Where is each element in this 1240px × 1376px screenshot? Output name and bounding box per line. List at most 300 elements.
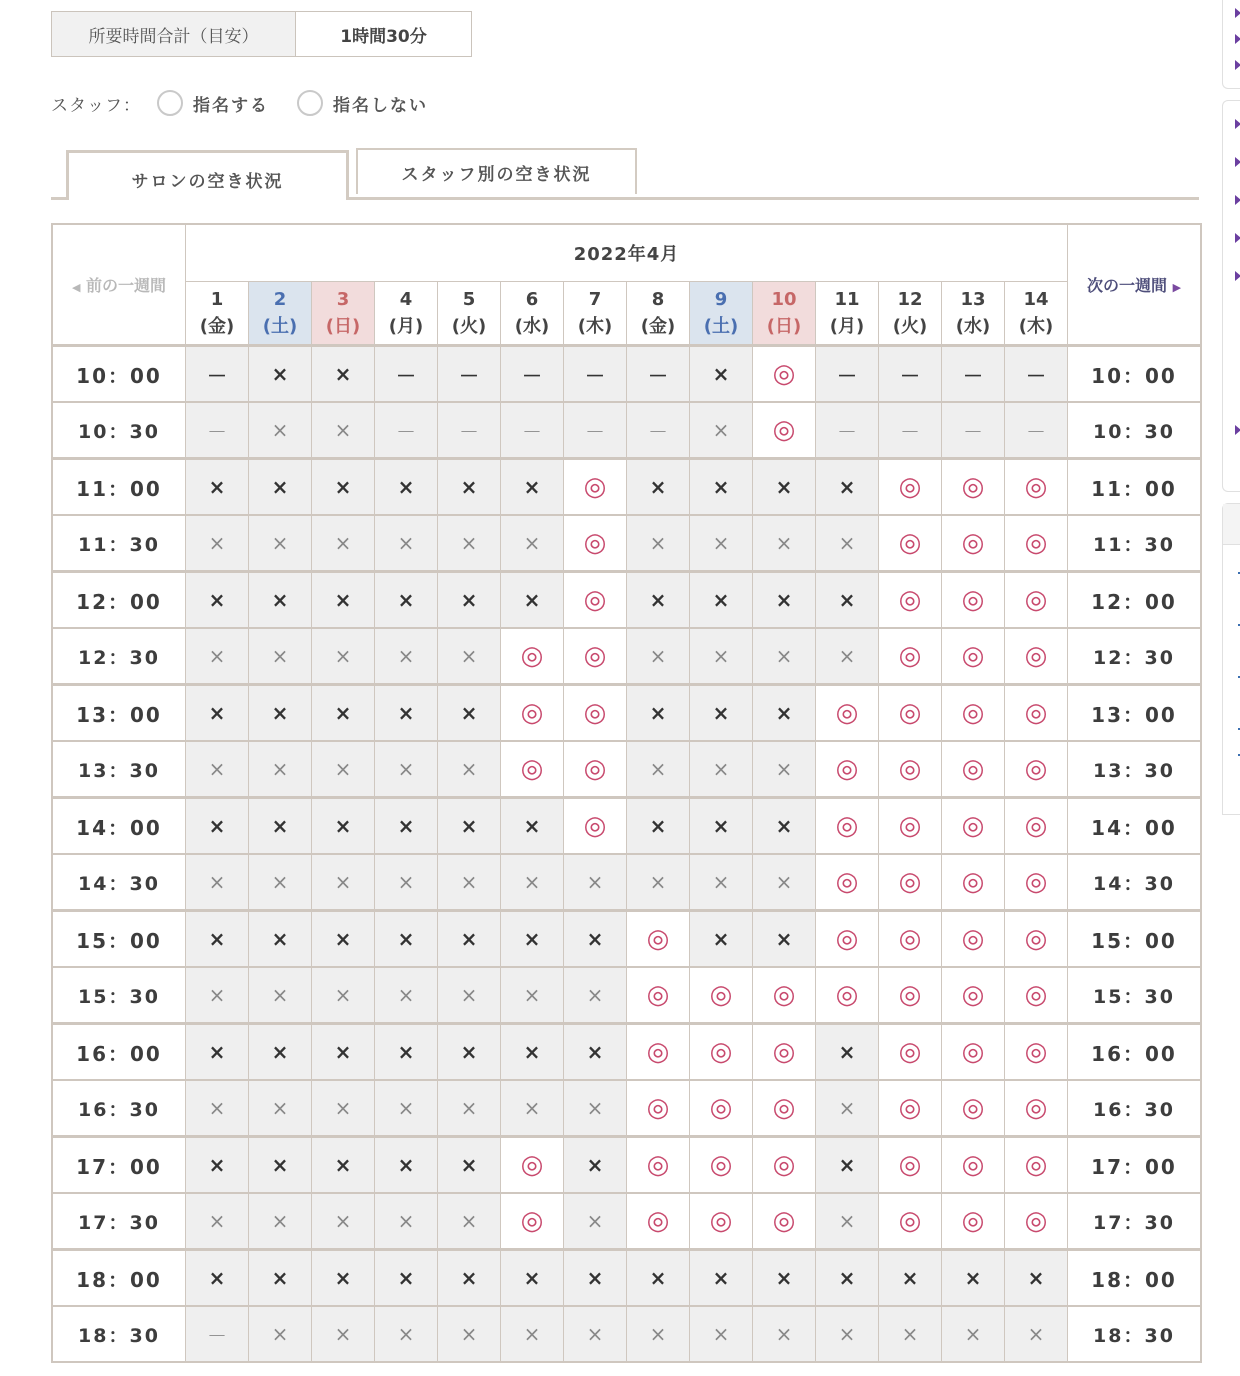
slot-full xyxy=(816,515,879,572)
slot-available[interactable] xyxy=(753,1193,816,1250)
double-circle-icon: ◎ xyxy=(961,924,985,954)
time-label-left: 17：00 xyxy=(52,1137,186,1194)
double-circle-icon: ◎ xyxy=(898,1093,922,1123)
cross-icon: × xyxy=(460,531,478,555)
slot-available[interactable] xyxy=(1005,1080,1068,1137)
cross-icon: × xyxy=(712,814,730,838)
slot-full xyxy=(501,854,564,911)
time-label-right: 14：30 xyxy=(1068,854,1202,911)
day-number: 9 xyxy=(714,289,728,310)
slot-full xyxy=(249,854,312,911)
day-header-4 xyxy=(375,282,438,346)
slot-full xyxy=(564,1137,627,1194)
slot-available[interactable] xyxy=(942,685,1005,742)
cross-icon: × xyxy=(586,1096,604,1120)
cross-icon: × xyxy=(523,1040,541,1064)
slot-available[interactable] xyxy=(816,854,879,911)
slot-available[interactable] xyxy=(1005,628,1068,685)
arrow-right-icon xyxy=(1235,60,1240,70)
prev-week-link[interactable] xyxy=(52,224,186,346)
slot-available[interactable] xyxy=(1005,911,1068,968)
day-number: 7 xyxy=(588,289,602,310)
dash-icon: － xyxy=(459,419,479,444)
slot-available[interactable] xyxy=(816,798,879,855)
cross-icon: × xyxy=(460,644,478,668)
slot-available[interactable] xyxy=(879,459,942,516)
slot-available[interactable] xyxy=(942,741,1005,798)
time-label-right: 13：30 xyxy=(1068,741,1202,798)
sidebar-panel-fragment xyxy=(1222,503,1240,815)
slot-available[interactable] xyxy=(627,1024,690,1081)
time-label-right: 16：00 xyxy=(1068,1024,1202,1081)
cross-icon: × xyxy=(838,644,856,668)
arrow-right-icon xyxy=(1235,425,1240,435)
slot-available[interactable] xyxy=(627,1080,690,1137)
slot-full xyxy=(753,911,816,968)
slot-closed xyxy=(186,346,249,403)
slot-full xyxy=(753,741,816,798)
slot-full xyxy=(690,854,753,911)
time-label-right: 17：00 xyxy=(1068,1137,1202,1194)
cross-icon: × xyxy=(523,588,541,612)
slot-available[interactable] xyxy=(564,628,627,685)
dash-icon: － xyxy=(207,1323,227,1348)
day-header-14 xyxy=(1005,282,1068,346)
cross-icon: × xyxy=(397,644,415,668)
slot-available[interactable] xyxy=(753,1024,816,1081)
radio-circle-icon[interactable] xyxy=(297,90,323,116)
sidebar-panel-fragment xyxy=(1222,100,1240,492)
cross-icon: × xyxy=(334,701,352,725)
cross-icon: × xyxy=(271,1096,289,1120)
double-circle-icon: ◎ xyxy=(961,1093,985,1123)
slot-closed xyxy=(501,346,564,403)
cross-icon: × xyxy=(460,1153,478,1177)
cross-icon: × xyxy=(208,1096,226,1120)
slot-full xyxy=(501,1080,564,1137)
cross-icon: × xyxy=(523,1322,541,1346)
slot-available[interactable] xyxy=(627,911,690,968)
double-circle-icon: ◎ xyxy=(961,754,985,784)
slot-available[interactable] xyxy=(816,741,879,798)
slot-full xyxy=(375,1193,438,1250)
slot-available[interactable] xyxy=(564,515,627,572)
slot-available[interactable] xyxy=(1005,572,1068,629)
slot-available[interactable] xyxy=(690,1137,753,1194)
slot-full xyxy=(627,628,690,685)
cross-icon: × xyxy=(271,814,289,838)
time-label-right: 12：30 xyxy=(1068,628,1202,685)
dash-icon: － xyxy=(585,419,605,444)
time-row xyxy=(52,1137,1201,1194)
cross-icon: × xyxy=(712,701,730,725)
slot-full xyxy=(375,685,438,742)
cross-icon: × xyxy=(397,1153,415,1177)
slot-available[interactable] xyxy=(816,911,879,968)
time-label-left: 18：30 xyxy=(52,1306,186,1362)
slot-available[interactable] xyxy=(627,1137,690,1194)
cross-icon: × xyxy=(397,1096,415,1120)
slot-available[interactable] xyxy=(879,572,942,629)
cross-icon: × xyxy=(208,1040,226,1064)
time-label-left: 12：00 xyxy=(52,572,186,629)
slot-available[interactable] xyxy=(942,459,1005,516)
slot-available[interactable] xyxy=(942,1193,1005,1250)
slot-available[interactable] xyxy=(942,628,1005,685)
slot-full xyxy=(438,741,501,798)
cross-icon: × xyxy=(460,870,478,894)
double-circle-icon: ◎ xyxy=(583,641,607,671)
cross-icon: × xyxy=(712,644,730,668)
slot-available[interactable] xyxy=(501,741,564,798)
double-circle-icon: ◎ xyxy=(583,472,607,502)
slot-available[interactable] xyxy=(1005,459,1068,516)
time-label-right: 15：00 xyxy=(1068,911,1202,968)
cross-icon: × xyxy=(334,475,352,499)
double-circle-icon: ◎ xyxy=(1024,1206,1048,1236)
slot-full xyxy=(690,346,753,403)
staff-no-nominate-label: 指名しない xyxy=(333,95,428,116)
cross-icon: × xyxy=(208,531,226,555)
tab-staff-availability[interactable]: スタッフ別の空き状況 xyxy=(356,148,637,194)
cross-icon: × xyxy=(397,870,415,894)
slot-full xyxy=(312,854,375,911)
slot-available[interactable] xyxy=(942,515,1005,572)
prev-week-label: 前の一週間 xyxy=(86,276,167,295)
cross-icon: × xyxy=(775,644,793,668)
double-circle-icon: ◎ xyxy=(961,867,985,897)
day-weekday: (木) xyxy=(1018,316,1054,337)
slot-full xyxy=(816,1137,879,1194)
cross-icon: × xyxy=(523,1096,541,1120)
slot-available[interactable] xyxy=(690,967,753,1024)
slot-closed xyxy=(816,402,879,459)
slot-full xyxy=(690,572,753,629)
slot-available[interactable] xyxy=(564,685,627,742)
slot-full xyxy=(501,459,564,516)
slot-available[interactable] xyxy=(1005,854,1068,911)
cross-icon: × xyxy=(208,588,226,612)
slot-full xyxy=(501,911,564,968)
arrow-right-icon xyxy=(1235,34,1240,44)
slot-full xyxy=(375,572,438,629)
slot-closed xyxy=(1005,402,1068,459)
slot-full xyxy=(186,1250,249,1307)
double-circle-icon: ◎ xyxy=(772,980,796,1010)
double-circle-icon: ◎ xyxy=(898,641,922,671)
day-header-2 xyxy=(249,282,312,346)
slot-available[interactable] xyxy=(627,967,690,1024)
double-circle-icon: ◎ xyxy=(898,698,922,728)
dash-icon: － xyxy=(1026,363,1046,388)
slot-available[interactable] xyxy=(753,402,816,459)
radio-circle-icon[interactable] xyxy=(157,90,183,116)
slot-full xyxy=(312,1193,375,1250)
slot-full xyxy=(753,1250,816,1307)
slot-full xyxy=(501,572,564,629)
double-circle-icon: ◎ xyxy=(1024,472,1048,502)
double-circle-icon: ◎ xyxy=(898,811,922,841)
slot-full xyxy=(564,1193,627,1250)
cross-icon: × xyxy=(397,1266,415,1290)
cross-icon: × xyxy=(397,588,415,612)
slot-available[interactable] xyxy=(879,911,942,968)
cross-icon: × xyxy=(523,531,541,555)
day-weekday: (水) xyxy=(514,316,550,337)
double-circle-icon: ◎ xyxy=(1024,585,1048,615)
slot-available[interactable] xyxy=(879,685,942,742)
slot-full xyxy=(753,515,816,572)
slot-available[interactable] xyxy=(942,572,1005,629)
cross-icon: × xyxy=(334,757,352,781)
cross-icon: × xyxy=(586,1209,604,1233)
slot-available[interactable] xyxy=(501,685,564,742)
cross-icon: × xyxy=(838,531,856,555)
slot-full xyxy=(438,1250,501,1307)
slot-available[interactable] xyxy=(942,911,1005,968)
cross-icon: × xyxy=(397,983,415,1007)
slot-available[interactable] xyxy=(942,854,1005,911)
slot-available[interactable] xyxy=(690,1024,753,1081)
slot-full xyxy=(312,741,375,798)
slot-full xyxy=(501,1250,564,1307)
slot-available[interactable] xyxy=(564,572,627,629)
slot-available[interactable] xyxy=(942,798,1005,855)
day-number: 14 xyxy=(1023,289,1049,310)
slot-available[interactable] xyxy=(816,685,879,742)
time-row xyxy=(52,685,1201,742)
slot-available[interactable] xyxy=(879,967,942,1024)
slot-full xyxy=(375,741,438,798)
slot-available[interactable] xyxy=(879,1193,942,1250)
cross-icon: × xyxy=(775,814,793,838)
slot-full xyxy=(690,1306,753,1362)
slot-available[interactable] xyxy=(501,1137,564,1194)
time-label-left: 10：00 xyxy=(52,346,186,403)
slot-available[interactable] xyxy=(879,741,942,798)
slot-full xyxy=(438,572,501,629)
time-label-right: 16：30 xyxy=(1068,1080,1202,1137)
slot-available[interactable] xyxy=(942,967,1005,1024)
chevron-left-icon: ◀ xyxy=(71,281,81,294)
cross-icon: × xyxy=(838,475,856,499)
time-label-right: 18：30 xyxy=(1068,1306,1202,1362)
cross-icon: × xyxy=(838,1096,856,1120)
cross-icon: × xyxy=(586,1266,604,1290)
cross-icon: × xyxy=(1027,1322,1045,1346)
slot-full xyxy=(438,798,501,855)
double-circle-icon: ◎ xyxy=(835,980,859,1010)
day-number: 4 xyxy=(399,289,413,310)
slot-available[interactable] xyxy=(501,628,564,685)
cross-icon: × xyxy=(649,814,667,838)
slot-full xyxy=(438,911,501,968)
time-label-left: 17：30 xyxy=(52,1193,186,1250)
cross-icon: × xyxy=(397,757,415,781)
dash-icon: － xyxy=(900,363,920,388)
slot-available[interactable] xyxy=(879,854,942,911)
slot-available[interactable] xyxy=(942,1024,1005,1081)
slot-full xyxy=(690,798,753,855)
slot-full xyxy=(942,1250,1005,1307)
cross-icon: × xyxy=(523,1266,541,1290)
slot-full xyxy=(186,967,249,1024)
cross-icon: × xyxy=(712,475,730,499)
slot-closed xyxy=(1005,346,1068,403)
slot-closed xyxy=(816,346,879,403)
slot-available[interactable] xyxy=(942,1137,1005,1194)
double-circle-icon: ◎ xyxy=(709,1206,733,1236)
slot-full xyxy=(186,798,249,855)
slot-available[interactable] xyxy=(627,1193,690,1250)
double-circle-icon: ◎ xyxy=(961,472,985,502)
staff-nominate-radio[interactable] xyxy=(157,90,269,116)
slot-full xyxy=(816,1024,879,1081)
dash-icon: － xyxy=(459,363,479,388)
slot-full xyxy=(690,515,753,572)
cross-icon: × xyxy=(586,983,604,1007)
slot-full xyxy=(627,741,690,798)
time-label-left: 13：00 xyxy=(52,685,186,742)
time-label-right: 18：00 xyxy=(1068,1250,1202,1307)
cross-icon: × xyxy=(460,983,478,1007)
slot-full xyxy=(375,1137,438,1194)
slot-full xyxy=(375,515,438,572)
duration-box xyxy=(51,11,472,57)
cross-icon: × xyxy=(334,644,352,668)
slot-available[interactable] xyxy=(879,628,942,685)
slot-available[interactable] xyxy=(564,459,627,516)
double-circle-icon: ◎ xyxy=(772,359,796,389)
tab-salon-availability[interactable]: サロンの空き状況 xyxy=(66,150,349,200)
slot-closed xyxy=(879,402,942,459)
cross-icon: × xyxy=(397,475,415,499)
slot-available[interactable] xyxy=(1005,798,1068,855)
double-circle-icon: ◎ xyxy=(646,1150,670,1180)
slot-full xyxy=(690,628,753,685)
slot-full xyxy=(375,1024,438,1081)
slot-full xyxy=(312,911,375,968)
day-header-6 xyxy=(501,282,564,346)
double-circle-icon: ◎ xyxy=(1024,1150,1048,1180)
slot-available[interactable] xyxy=(753,346,816,403)
slot-closed xyxy=(942,346,1005,403)
double-circle-icon: ◎ xyxy=(835,924,859,954)
double-circle-icon: ◎ xyxy=(772,1093,796,1123)
day-weekday: (火) xyxy=(451,316,487,337)
double-circle-icon: ◎ xyxy=(772,1037,796,1067)
slot-full xyxy=(816,1250,879,1307)
slot-available[interactable] xyxy=(753,1080,816,1137)
next-week-link[interactable] xyxy=(1068,224,1202,346)
availability-tabs xyxy=(51,148,1199,200)
cross-icon: × xyxy=(460,1209,478,1233)
slot-available[interactable] xyxy=(1005,1193,1068,1250)
slot-available[interactable] xyxy=(690,1193,753,1250)
slot-full xyxy=(438,685,501,742)
cross-icon: × xyxy=(397,927,415,951)
day-number: 10 xyxy=(771,289,797,310)
cross-icon: × xyxy=(838,588,856,612)
slot-available[interactable] xyxy=(942,1080,1005,1137)
double-circle-icon: ◎ xyxy=(898,528,922,558)
cross-icon: × xyxy=(775,588,793,612)
cross-icon: × xyxy=(460,701,478,725)
day-header-11 xyxy=(816,282,879,346)
double-circle-icon: ◎ xyxy=(1024,980,1048,1010)
slot-available[interactable] xyxy=(879,515,942,572)
double-circle-icon: ◎ xyxy=(1024,641,1048,671)
double-circle-icon: ◎ xyxy=(1024,698,1048,728)
slot-full xyxy=(375,1306,438,1362)
cross-icon: × xyxy=(208,814,226,838)
staff-no-nominate-radio[interactable] xyxy=(297,90,428,116)
slot-full xyxy=(627,515,690,572)
cross-icon: × xyxy=(334,1153,352,1177)
cross-icon: × xyxy=(208,927,226,951)
cross-icon: × xyxy=(649,475,667,499)
slot-full xyxy=(186,911,249,968)
slot-available[interactable] xyxy=(1005,1137,1068,1194)
slot-full xyxy=(501,798,564,855)
slot-available[interactable] xyxy=(753,967,816,1024)
cross-icon: × xyxy=(838,1322,856,1346)
time-label-left: 15：30 xyxy=(52,967,186,1024)
slot-available[interactable] xyxy=(879,1024,942,1081)
double-circle-icon: ◎ xyxy=(1024,1037,1048,1067)
slot-available[interactable] xyxy=(501,1193,564,1250)
slot-available[interactable] xyxy=(879,1080,942,1137)
double-circle-icon: ◎ xyxy=(961,528,985,558)
slot-available[interactable] xyxy=(879,798,942,855)
slot-available[interactable] xyxy=(1005,515,1068,572)
slot-available[interactable] xyxy=(753,1137,816,1194)
cross-icon: × xyxy=(208,757,226,781)
slot-available[interactable] xyxy=(1005,685,1068,742)
slot-available[interactable] xyxy=(879,1137,942,1194)
slot-full xyxy=(249,402,312,459)
arrow-right-icon xyxy=(1235,157,1240,167)
slot-available[interactable] xyxy=(816,967,879,1024)
time-label-left: 11：00 xyxy=(52,459,186,516)
cross-icon: × xyxy=(838,1209,856,1233)
cross-icon: × xyxy=(649,701,667,725)
slot-full xyxy=(312,1024,375,1081)
cross-icon: × xyxy=(334,531,352,555)
cross-icon: × xyxy=(208,701,226,725)
time-row xyxy=(52,515,1201,572)
double-circle-icon: ◎ xyxy=(961,980,985,1010)
slot-full xyxy=(438,515,501,572)
cross-icon: × xyxy=(649,1322,667,1346)
slot-full xyxy=(627,798,690,855)
slot-available[interactable] xyxy=(1005,741,1068,798)
next-week-label: 次の一週間 xyxy=(1086,276,1167,295)
slot-available[interactable] xyxy=(1005,1024,1068,1081)
time-row xyxy=(52,1306,1201,1362)
dash-icon: － xyxy=(963,363,983,388)
slot-available[interactable] xyxy=(564,741,627,798)
cross-icon: × xyxy=(271,1322,289,1346)
slot-full xyxy=(249,967,312,1024)
slot-closed xyxy=(564,402,627,459)
slot-full xyxy=(249,798,312,855)
cross-icon: × xyxy=(649,644,667,668)
slot-available[interactable] xyxy=(690,1080,753,1137)
slot-available[interactable] xyxy=(1005,967,1068,1024)
time-label-left: 18：00 xyxy=(52,1250,186,1307)
slot-available[interactable] xyxy=(564,798,627,855)
